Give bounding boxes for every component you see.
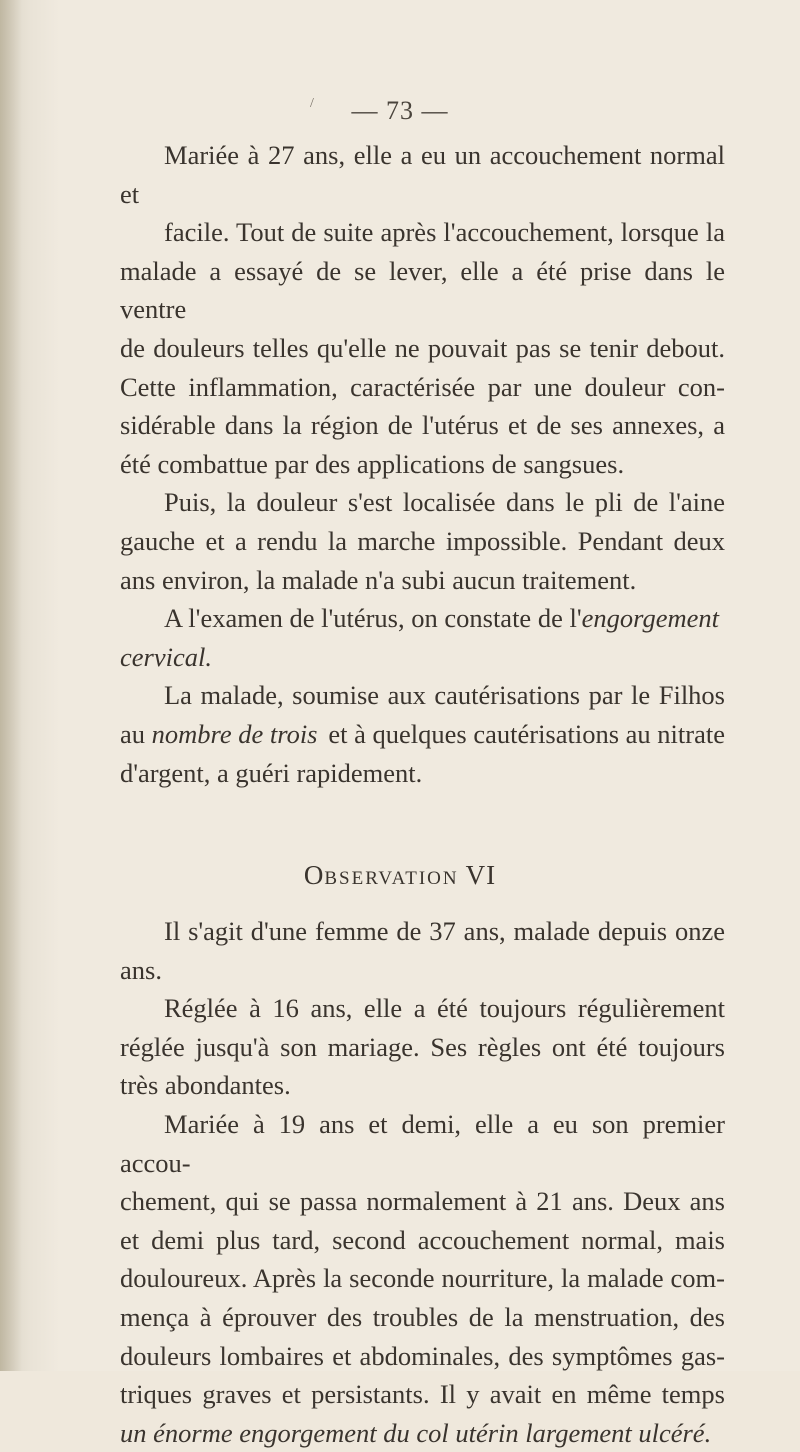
- page-number: — 73 —: [351, 96, 449, 125]
- text-line: [120, 715, 725, 754]
- corner-mark: /: [310, 96, 314, 111]
- paragraph: [120, 599, 725, 676]
- text-line: et demi plus tard, second accouchement normal, mais: [120, 1224, 725, 1255]
- text-line: [120, 599, 725, 638]
- text-line: très abondantes.: [120, 1070, 291, 1101]
- text-line: Puis, la douleur s'est localisée dans le pli de l'aine: [164, 487, 725, 518]
- text-line: La malade, soumise aux cautérisations par le Filhos: [164, 680, 725, 711]
- text-run: A l'examen de l'utérus, on constate de l': [164, 603, 582, 634]
- text-line: Réglée à 16 ans, elle a été toujours régulièrement: [164, 993, 725, 1024]
- text-line: ans.: [120, 954, 162, 985]
- binding-shadow: [0, 0, 22, 1371]
- italic-line: un énorme engorgement du col utérin largement ulcéré.: [120, 1417, 712, 1448]
- text-line: douloureux. Après la seconde nourriture, la malade com-: [120, 1263, 725, 1294]
- text-line: Mariée à 27 ans, elle a eu un accouchement normal et: [120, 140, 725, 209]
- heading-number: VI: [465, 860, 497, 890]
- italic-term: engorgement: [581, 603, 719, 634]
- text-line: Mariée à 19 ans et demi, elle a eu son premier accou-: [120, 1108, 725, 1178]
- heading-initial: O: [303, 860, 325, 890]
- heading-text: BSERVATION: [324, 868, 459, 889]
- paragraph: [120, 1105, 725, 1452]
- text-line: triques graves et persistants. Il y avait en même temps: [120, 1379, 725, 1410]
- text-line: malade a essayé de se lever, elle a été prise dans le ventre: [120, 255, 725, 325]
- text-line: gauche et a rendu la marche impossible. Pendant deux: [120, 525, 725, 556]
- text-line: douleurs lombaires et abdominales, des symptômes gas-: [120, 1340, 725, 1371]
- paragraph: [120, 912, 725, 989]
- italic-term: nombre de trois: [151, 718, 318, 749]
- italic-term: cervical.: [120, 641, 212, 672]
- text-line: d'argent, a guéri rapidement.: [120, 757, 423, 788]
- paragraph: [120, 483, 725, 599]
- text-block-lower: [120, 912, 725, 1452]
- text-line: réglée jusqu'à son mariage. Ses règles ont été toujours: [120, 1031, 725, 1062]
- text-line: mença à éprouver des troubles de la menstruation, des: [120, 1301, 725, 1332]
- paragraph: [120, 676, 725, 792]
- text-run: au: [120, 718, 152, 749]
- text-line: ans environ, la malade n'a subi aucun traitement.: [120, 564, 637, 595]
- text-line: Il s'agit d'une femme de 37 ans, malade depuis onze: [164, 916, 725, 946]
- section-heading: [0, 860, 800, 891]
- text-line: Cette inflammation, caractérisée par une douleur con-: [120, 371, 725, 402]
- text-line: sidérable dans la région de l'utérus et de ses annexes, a: [120, 410, 725, 441]
- paragraph: [120, 989, 725, 1105]
- text-run: et à quelques cautérisations au nitrate: [328, 718, 725, 749]
- text-line: chement, qui se passa normalement à 21 ans. Deux ans: [120, 1186, 725, 1217]
- paragraph: [120, 136, 725, 483]
- text-block-upper: [120, 136, 725, 792]
- text-line: été combattue par des applications de sangsues.: [120, 448, 625, 479]
- text-line: de douleurs telles qu'elle ne pouvait pas se tenir debout.: [120, 332, 725, 363]
- text-line: facile. Tout de suite après l'accouchement, lorsque la: [164, 217, 725, 248]
